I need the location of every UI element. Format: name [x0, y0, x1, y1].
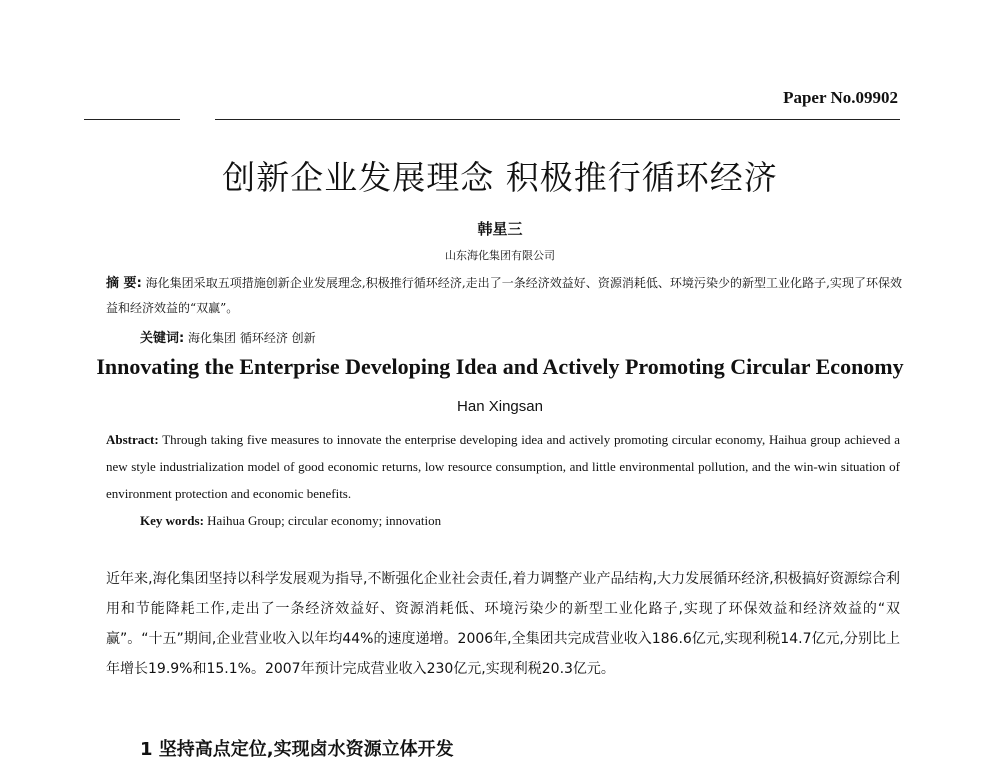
en-keywords: [140, 513, 441, 529]
cn-keywords-label: 关键词:: [140, 331, 185, 346]
header-rule: [215, 119, 900, 120]
cn-abstract: [106, 271, 902, 320]
cn-keywords-text: 海化集团 循环经济 创新: [188, 331, 316, 345]
en-abstract-label: Abstract:: [106, 432, 159, 447]
section-heading: 1 坚持高点定位,实现卤水资源立体开发: [140, 739, 454, 760]
cn-affiliation: 山东海化集团有限公司: [445, 249, 555, 262]
en-keywords-text: Haihua Group; circular economy; innovation: [207, 513, 442, 528]
cn-abstract-label: 摘 要:: [106, 276, 142, 291]
en-abstract-text: Through taking five measures to innovate the enterprise developing idea and actively promoting circular economy, Haihua group achieved a new style industrialization model of good economic returns, low resource consumption, and little environmental pollution, and the win-win situation of environment protection and economic benefits.: [106, 432, 900, 501]
cn-keywords: [140, 327, 316, 346]
cn-title: 创新企业发展理念 积极推行循环经济: [222, 158, 778, 197]
cn-author: 韩星三: [477, 220, 523, 238]
en-title: Innovating the Enterprise Developing Idea and Actively Promoting Circular Economy: [96, 354, 904, 379]
body-paragraph: 近年来,海化集团坚持以科学发展观为指导,不断强化企业社会责任,着力调整产业产品结构,大力发展循环经济,积极搞好资源综合利用和节能降耗工作,走出了一条经济效益好、资源消耗低、环境污染少的新型工业化路子,实现了环保效益和经济效益的“双赢”。“十五”期间,企业营业收入以年均44%的速度递增。2006年,全集团共完成营业收入186.6亿元,实现利税14.7亿元,分别比上年增长19.9%和15.1%。2007年预计完成营业收入230亿元,实现利税20.3亿元。: [106, 571, 900, 677]
paper-number: Paper No.09902: [783, 88, 898, 107]
header-rule-left: [84, 119, 180, 120]
cn-abstract-text: 海化集团采取五项措施创新企业发展理念,积极推行循环经济,走出了一条经济效益好、资源消耗低、环境污染少的新型工业化路子,实现了环保效益和经济效益的“双赢”。: [106, 276, 903, 315]
en-keywords-label: Key words:: [140, 513, 204, 528]
en-author: Han Xingsan: [457, 398, 543, 415]
en-abstract: [106, 426, 900, 507]
